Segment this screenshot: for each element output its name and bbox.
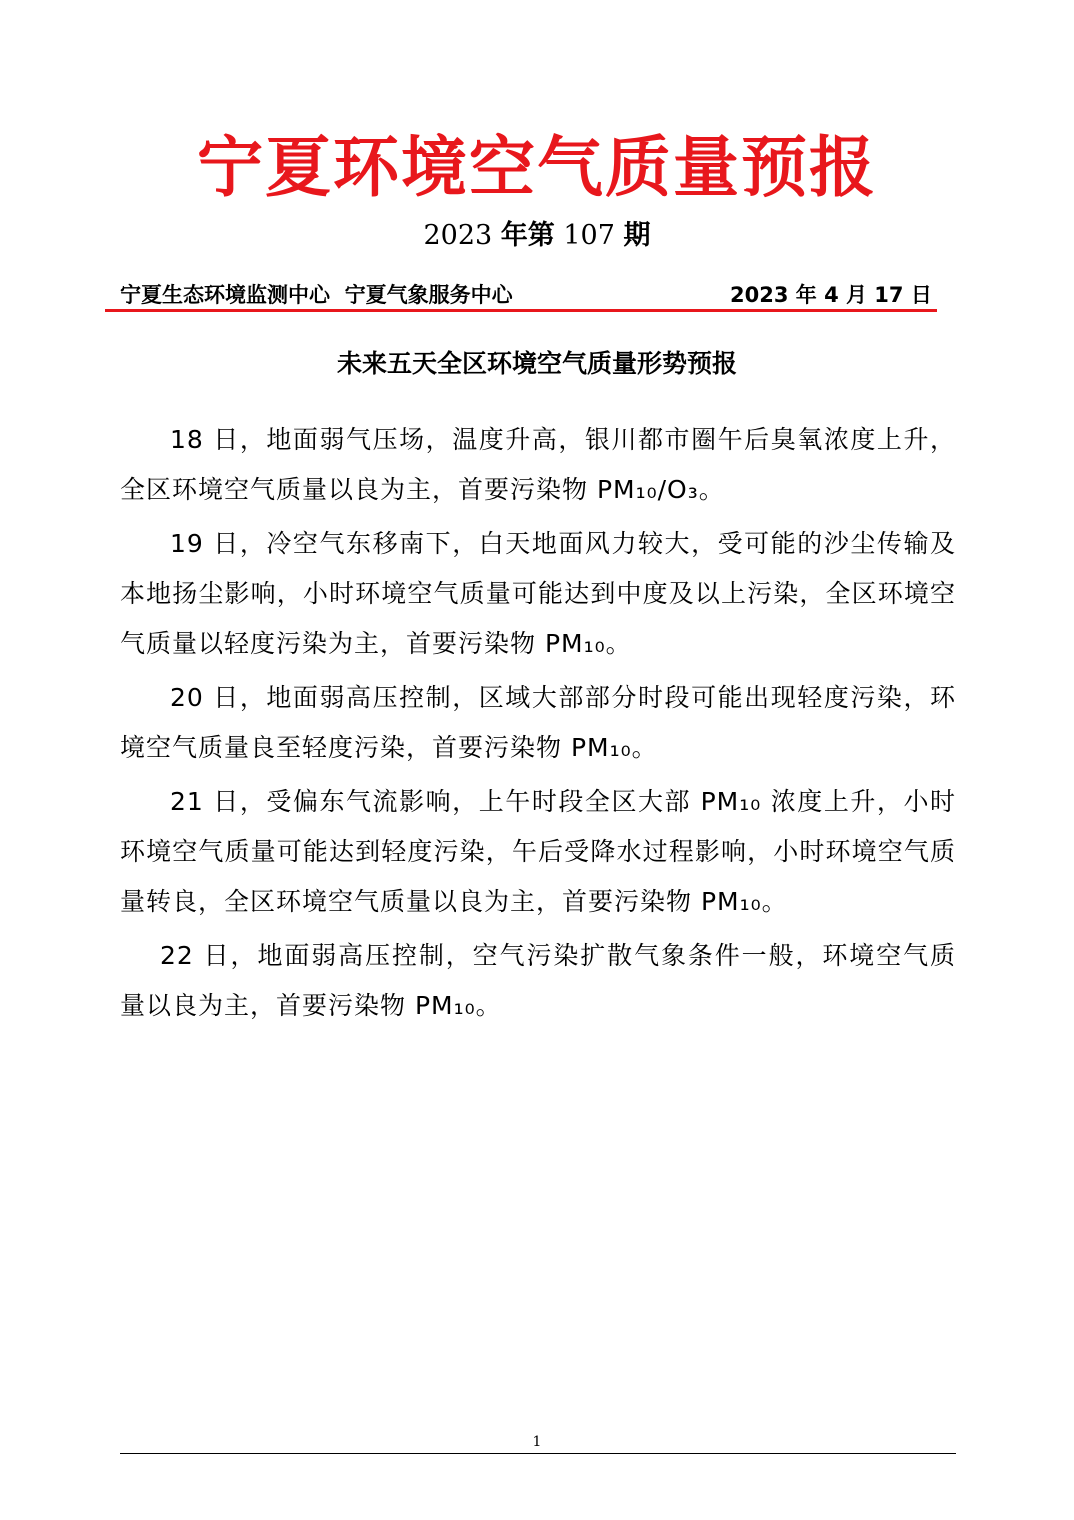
issue-number: 107 <box>563 220 615 251</box>
forecast-paragraph-18: 18 日，地面弱气压场，温度升高，银川都市圈午后臭氧浓度上升，全区环境空气质量以良为主，首要污染物 PM₁₀/O₃。 <box>120 425 956 504</box>
masthead-title: 宁夏环境空气质量预报 <box>197 129 877 206</box>
issue-date: 2023 年 4 月 17 日 <box>730 283 932 307</box>
footer-rule <box>120 1453 956 1454</box>
forecast-paragraph-22: 22 日，地面弱高压控制，空气污染扩散气象条件一般，环境空气质量以良为主，首要污染物 PM₁₀。 <box>120 941 956 1020</box>
forecast-paragraph-21: 21 日，受偏东气流影响，上午时段全区大部 PM₁₀ 浓度上升，小时环境空气质量可能达到轻度污染，午后受降水过程影响，小时环境空气质量转良，全区环境空气质量以良为主，首要污染物 PM₁₀。 <box>120 787 956 916</box>
forecast-paragraph-19: 19 日，冷空气东移南下，白天地面风力较大，受可能的沙尘传输及本地扬尘影响，小时环境空气质量可能达到中度及以上污染，全区环境空气质量以轻度污染为主，首要污染物 PM₁₀。 <box>120 529 956 658</box>
issue-year: 2023 <box>423 220 493 251</box>
red-divider-rule <box>105 309 937 312</box>
issue-number-line <box>0 218 1074 254</box>
forecast-paragraph-20: 20 日，地面弱高压控制，区域大部部分时段可能出现轻度污染，环境空气质量良至轻度污染，首要污染物 PM₁₀。 <box>120 683 956 762</box>
forecast-body <box>120 415 956 1035</box>
section-title: 未来五天全区环境空气质量形势预报 <box>336 349 737 378</box>
issue-year-word: 年第 <box>500 220 555 251</box>
publisher-line: 宁夏生态环境监测中心 宁夏气象服务中心 <box>120 283 513 307</box>
issue-qi: 期 <box>623 220 651 251</box>
page-number: 1 <box>532 1434 542 1450</box>
